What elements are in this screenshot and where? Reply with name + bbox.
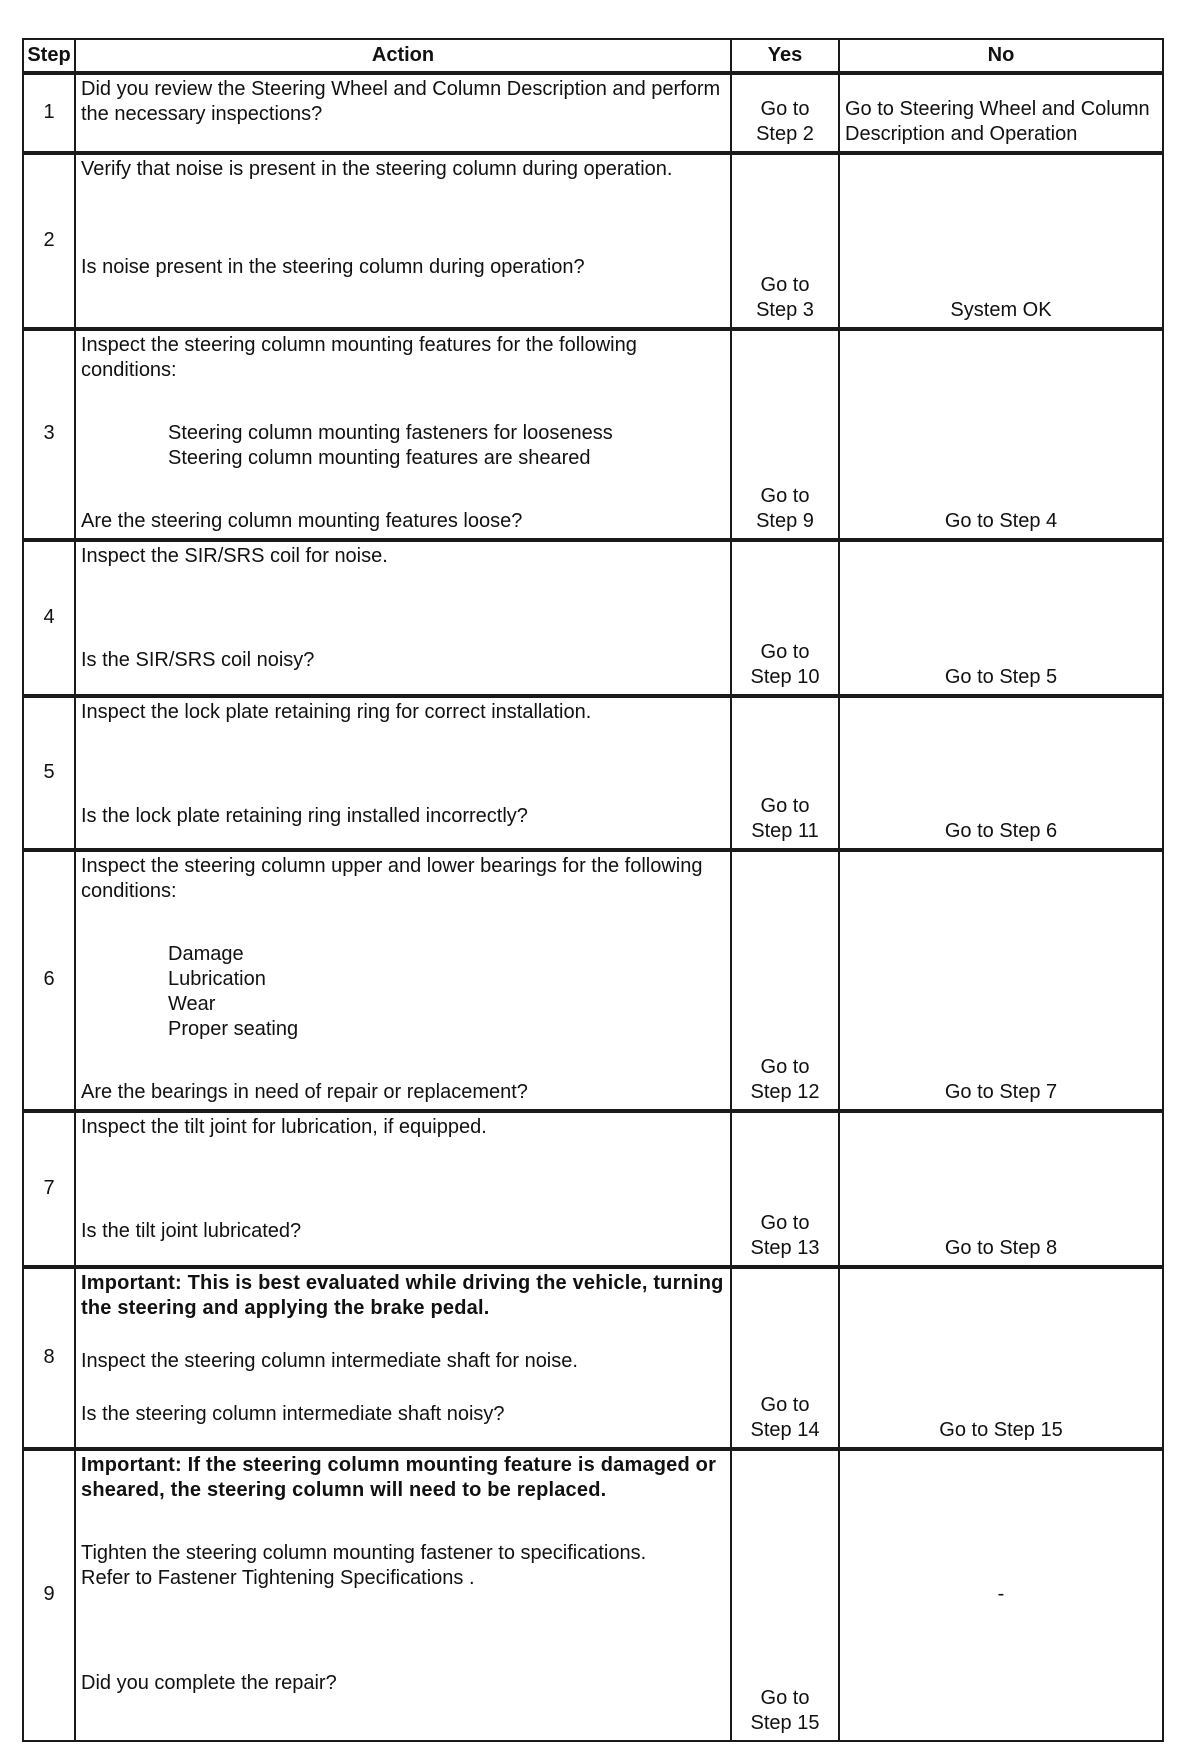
step-number: 7: [23, 1111, 75, 1267]
action-question: Did you complete the repair?: [81, 1672, 337, 1694]
action-text: Inspect the steering column upper and lower bearings for the following conditions:: [81, 855, 703, 902]
step-number: 4: [23, 540, 75, 696]
yes-step: Step 14: [750, 1419, 820, 1441]
step-number: 3: [23, 329, 75, 540]
no-cell: Go to Step 8: [839, 1111, 1163, 1267]
action-cell: [75, 1111, 731, 1267]
no-cell: Go to Step 6: [839, 696, 1163, 850]
no-cell: Go to Step 4: [839, 329, 1163, 540]
no-cell: Go to Step 7: [839, 850, 1163, 1111]
yes-step: Step 12: [750, 1081, 820, 1103]
header-step: Step: [23, 39, 75, 73]
yes-cell: [731, 696, 839, 850]
action-cell: [75, 1267, 731, 1449]
header-action: Action: [75, 39, 731, 73]
action-cell: [75, 696, 731, 850]
yes-cell: [731, 153, 839, 329]
yes-step: Step 11: [751, 820, 819, 842]
yes-step: Step 3: [756, 299, 814, 321]
table-row: [23, 1449, 1163, 1741]
condition-item: Steering column mounting fasteners for looseness: [168, 422, 613, 444]
yes-step: Step 10: [750, 666, 820, 688]
action-text: Tighten the steering column mounting fastener to specifications.: [81, 1542, 647, 1564]
table-row: [23, 696, 1163, 850]
diagnostic-table: [22, 38, 1164, 1742]
action-question: Is the steering column intermediate shaft noisy?: [81, 1403, 505, 1425]
action-question: Is noise present in the steering column during operation?: [81, 256, 585, 278]
step-number: 8: [23, 1267, 75, 1449]
yes-go-to: Go to: [760, 485, 810, 507]
table-row: [23, 153, 1163, 329]
yes-go-to: Go to: [760, 1687, 810, 1709]
no-cell: -: [839, 1449, 1163, 1741]
action-question: Is the tilt joint lubricated?: [81, 1220, 302, 1242]
yes-go-to: Go to: [760, 1056, 810, 1078]
no-cell: Go to Step 5: [839, 540, 1163, 696]
yes-go-to: Go to: [760, 1394, 810, 1416]
table-header-row: [23, 39, 1163, 73]
condition-item: Lubrication: [168, 968, 266, 990]
action-text: Verify that noise is present in the steering column during operation.: [81, 158, 673, 180]
yes-step: Step 2: [756, 123, 814, 145]
yes-cell: [731, 540, 839, 696]
table-row: [23, 73, 1163, 153]
action-text: Inspect the steering column mounting features for the following conditions:: [81, 334, 637, 381]
action-question: Are the bearings in need of repair or replacement?: [81, 1081, 528, 1103]
condition-item: Wear: [168, 993, 216, 1015]
header-no: No: [839, 39, 1163, 73]
no-cell: Go to Step 15: [839, 1267, 1163, 1449]
action-text: Did you review the Steering Wheel and Column Description and perform the necessary inspections?: [81, 78, 721, 125]
action-text: Inspect the SIR/SRS coil for noise.: [81, 545, 388, 567]
yes-step: Step 13: [750, 1237, 820, 1259]
yes-cell: [731, 1111, 839, 1267]
important-note: Important: This is best evaluated while driving the vehicle, turning the steering and applying the brake pedal.: [81, 1272, 724, 1319]
step-number: 5: [23, 696, 75, 850]
no-cell: System OK: [839, 153, 1163, 329]
action-question: Is the SIR/SRS coil noisy?: [81, 649, 315, 671]
step-number: 1: [23, 73, 75, 153]
step-number: 2: [23, 153, 75, 329]
action-cell: [75, 540, 731, 696]
no-cell: Go to Steering Wheel and Column Description and Operation: [839, 73, 1163, 153]
action-cell: [75, 329, 731, 540]
yes-step: Step 15: [750, 1712, 820, 1734]
yes-cell: [731, 1267, 839, 1449]
action-text: Inspect the tilt joint for lubrication, if equipped.: [81, 1116, 487, 1138]
action-cell: [75, 153, 731, 329]
condition-item: Steering column mounting features are sheared: [168, 447, 591, 469]
action-cell: [75, 850, 731, 1111]
step-number: 6: [23, 850, 75, 1111]
table-row: [23, 540, 1163, 696]
yes-cell: [731, 1449, 839, 1741]
action-text: Inspect the lock plate retaining ring for correct installation.: [81, 701, 592, 723]
yes-cell: [731, 73, 839, 153]
table-row: [23, 850, 1163, 1111]
action-text: Refer to Fastener Tightening Specifications .: [81, 1567, 475, 1589]
important-note: Important: If the steering column mounting feature is damaged or sheared, the steering column will need to be replaced.: [81, 1454, 717, 1501]
action-question: Is the lock plate retaining ring installed incorrectly?: [81, 805, 528, 827]
action-cell: [75, 1449, 731, 1741]
table-row: [23, 329, 1163, 540]
yes-cell: [731, 850, 839, 1111]
step-number: 9: [23, 1449, 75, 1741]
action-cell: [75, 73, 731, 153]
yes-go-to: Go to: [760, 98, 810, 120]
yes-go-to: Go to: [760, 795, 810, 817]
yes-step: Step 9: [756, 510, 814, 532]
table-row: [23, 1267, 1163, 1449]
condition-item: Damage: [168, 943, 244, 965]
action-text: Inspect the steering column intermediate shaft for noise.: [81, 1350, 578, 1372]
condition-item: Proper seating: [168, 1018, 299, 1040]
table-row: [23, 1111, 1163, 1267]
yes-go-to: Go to: [760, 1212, 810, 1234]
yes-go-to: Go to: [760, 641, 810, 663]
header-yes: Yes: [731, 39, 839, 73]
yes-cell: [731, 329, 839, 540]
action-question: Are the steering column mounting features loose?: [81, 510, 523, 532]
yes-go-to: Go to: [760, 274, 810, 296]
